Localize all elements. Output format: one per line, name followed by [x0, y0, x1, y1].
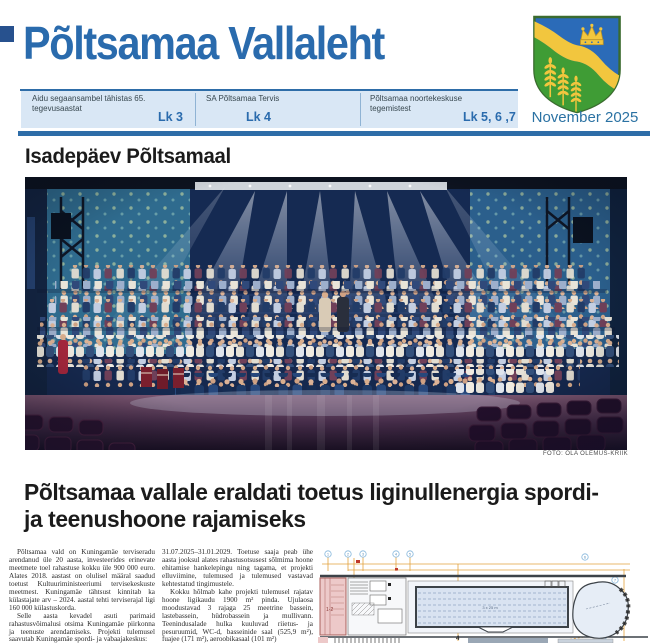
svg-text:2: 2	[347, 552, 349, 557]
svg-text:3: 3	[362, 552, 364, 557]
article-2-headline-line-2: ja teenushoone rajamiseks	[24, 506, 306, 532]
pool-hall	[408, 581, 573, 633]
axis-label: 4	[456, 636, 460, 642]
svg-text:5: 5	[409, 552, 411, 557]
svg-text:7: 7	[614, 578, 616, 583]
masthead-rule	[18, 131, 650, 136]
issue-date: November 2025	[531, 109, 639, 126]
svg-text:6: 6	[584, 555, 586, 560]
article-2-column-1	[9, 549, 155, 643]
article-2-column-2	[162, 549, 313, 643]
teaser-1-text: Aidu segaansambel tähistas 65. tegevusaastat	[32, 94, 146, 113]
page-corner-mark	[0, 26, 14, 42]
body-paragraph: Kokku hõlmab kahe projekti tulemusel rajatav hoone ligikaudu 1900 m² pinda. Ujulaosa moodustavad 3 rajaga 25 meetrine bassein, lastebassein, hüdrobassein ja mullivann. Teenindusalade hulka kuuluvad riietus- ja pesuruumid, WC-d, basseinide saal (525,9 m²), fuajee (171 m²), aeroobikasaal (101 m²)	[162, 587, 313, 643]
article-2-headline-line-1: Põltsamaa vallale eraldati toetus liginullenergia spordi-	[24, 479, 599, 505]
svg-text:1: 1	[327, 552, 329, 557]
pool-label: 3 x 25 m	[482, 605, 498, 610]
teaser-3-text: Põltsamaa noortekeskuse tegemistest	[370, 94, 463, 113]
article-2-headline	[24, 479, 621, 533]
teaser-3-page-ref: Lk 5, 6 ,7	[463, 110, 516, 124]
teaser-separator	[195, 93, 196, 126]
teaser-separator	[360, 93, 361, 126]
body-paragraph: Selle aasta kevadel asuti parimaid rahastusvõimalusi otsima Kuningamäe piirkonna ja teenuste arendamiseks. Projekti tulemusel saavutab Kuningamäe spordi- ja vabaajakeskus:	[9, 611, 155, 643]
municipal-coat-of-arms-icon	[527, 12, 627, 115]
svg-text:4: 4	[395, 552, 397, 557]
body-paragraph: 31.07.2025–31.01.2029. Toetuse saaja peab ühe aasta jooksul alates rahastusotsusest sõlmima hoone ehitamise hankelepingu ning tagama, et projekti elluviimine, tulemused ja tulemused vastavad kehtestatud tingimustele.	[162, 548, 313, 588]
photo-credit: FOTO: OLA OLEMUS-KRIIK	[542, 451, 628, 457]
leisure-pool	[573, 582, 629, 638]
section-label: 1-2	[326, 607, 334, 613]
stair-section	[320, 578, 346, 635]
fathers-day-concert-photo	[25, 177, 627, 450]
body-paragraph: Põltsamaa vald on Kuningamäe terviseradu arendanud üle 20 aasta, investeerides erinevate meetmete toel rahastuse kokku üle 900 000 euro. Alates 2018. aastast on olulisel määral saadud toetust Kultuuriministeeriumi tervisekeskuste meetmest. Kuningamäe tähtsust kinnitab ka külastajate arv – 2024. aastal tehti terviserajal ligi 160 000 külastuskorda.	[9, 548, 155, 612]
teaser-2-page-ref: Lk 4	[246, 110, 272, 124]
teaser-1-page-ref: Lk 3	[158, 110, 184, 124]
newspaper-title: Põltsamaa Vallaleht	[23, 17, 384, 69]
teaser-2-text: SA Põltsamaa Tervis	[206, 94, 280, 103]
building-floor-plan	[318, 545, 650, 643]
service-rooms	[348, 578, 406, 635]
article-1-headline: Isadepäev Põltsamaal	[25, 145, 231, 168]
